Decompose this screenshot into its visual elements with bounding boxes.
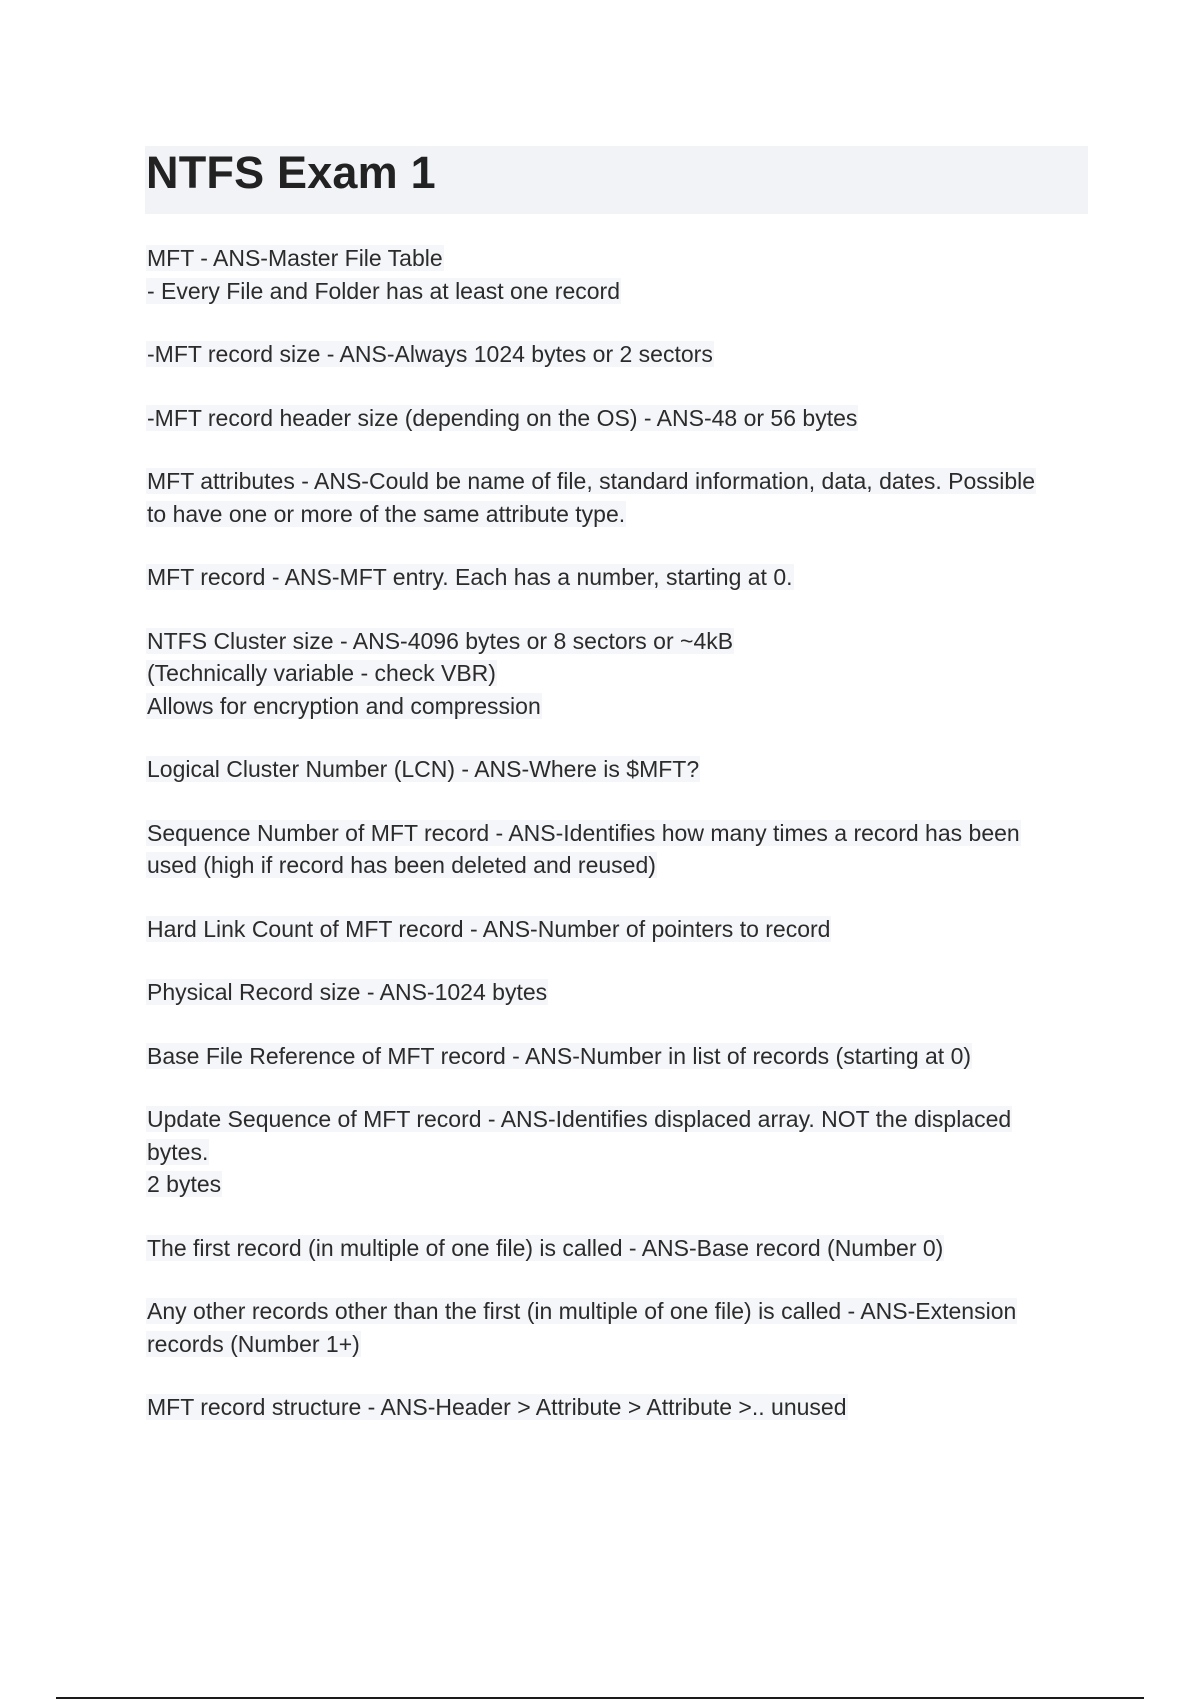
qa-entry	[146, 625, 1096, 723]
qa-line	[146, 338, 1096, 371]
qa-text: Sequence Number of MFT record - ANS-Identifies how many times a record has been	[147, 819, 1020, 846]
qa-text: Allows for encryption and compression	[147, 692, 541, 719]
qa-line	[146, 1328, 1096, 1361]
qa-text: MFT record structure - ANS-Header > Attribute > Attribute >.. unused	[147, 1394, 847, 1420]
qa-line	[146, 1136, 1096, 1169]
qa-line	[146, 1391, 1096, 1424]
qa-text: MFT attributes - ANS-Could be name of file, standard information, data, dates. Possible	[147, 468, 1036, 494]
qa-text: Update Sequence of MFT record - ANS-Identifies displaced array. NOT the displaced	[147, 1106, 1012, 1132]
qa-text: bytes.	[147, 1138, 209, 1165]
qa-text: Physical Record size - ANS-1024 bytes	[147, 979, 548, 1005]
qa-line	[146, 690, 1096, 723]
qa-entry	[146, 242, 1096, 307]
qa-text: The first record (in multiple of one file) is called - ANS-Base record (Number 0)	[147, 1234, 944, 1261]
qa-entry	[146, 561, 1096, 594]
qa-line	[146, 1295, 1096, 1328]
qa-line	[146, 976, 1096, 1009]
qa-entry	[146, 1295, 1096, 1360]
qa-line	[146, 625, 1096, 658]
qa-line	[146, 498, 1096, 531]
qa-text: -MFT record header size (depending on the OS) - ANS-48 or 56 bytes	[147, 404, 858, 431]
qa-text: used (high if record has been deleted and reused)	[147, 852, 656, 878]
qa-text: MFT record - ANS-MFT entry. Each has a number, starting at 0.	[147, 564, 793, 590]
qa-entry	[146, 338, 1096, 371]
qa-entry	[146, 913, 1096, 946]
qa-text: Hard Link Count of MFT record - ANS-Number of pointers to record	[147, 915, 831, 942]
qa-entry	[146, 1391, 1096, 1424]
qa-entry	[146, 1040, 1096, 1073]
qa-line	[146, 275, 1096, 308]
qa-entry	[146, 1232, 1096, 1265]
qa-line	[146, 242, 1096, 275]
question-answer-list	[146, 242, 1096, 1455]
qa-text: to have one or more of the same attribute type.	[147, 500, 626, 527]
qa-entry	[146, 976, 1096, 1009]
qa-line	[146, 1103, 1096, 1136]
qa-line	[146, 1168, 1096, 1201]
qa-entry	[146, 465, 1096, 530]
qa-text: Any other records other than the first (in multiple of one file) is called - ANS-Extension	[147, 1298, 1017, 1324]
qa-line	[146, 1232, 1096, 1265]
qa-text: Base File Reference of MFT record - ANS-Number in list of records (starting at 0)	[147, 1042, 972, 1069]
qa-text: - Every File and Folder has at least one record	[147, 277, 621, 304]
document-title: NTFS Exam 1	[146, 147, 436, 198]
qa-line	[146, 913, 1096, 946]
qa-entry	[146, 817, 1096, 882]
qa-line	[146, 817, 1096, 850]
qa-text: records (Number 1+)	[147, 1330, 360, 1357]
qa-line	[146, 657, 1096, 690]
qa-text: NTFS Cluster size - ANS-4096 bytes or 8 sectors or ~4kB	[147, 627, 734, 654]
qa-text: -MFT record size - ANS-Always 1024 bytes or 2 sectors	[147, 341, 713, 367]
qa-line	[146, 1040, 1096, 1073]
qa-entry	[146, 402, 1096, 435]
qa-text: Logical Cluster Number (LCN) - ANS-Where is $MFT?	[147, 756, 700, 782]
page-bottom-rule	[56, 1697, 1144, 1699]
qa-line	[146, 402, 1096, 435]
qa-line	[146, 561, 1096, 594]
qa-text: (Technically variable - check VBR)	[147, 660, 496, 686]
qa-text: MFT - ANS-Master File Table	[147, 245, 443, 271]
qa-entry	[146, 753, 1096, 786]
qa-entry	[146, 1103, 1096, 1201]
qa-text: 2 bytes	[147, 1171, 222, 1197]
qa-line	[146, 849, 1096, 882]
qa-line	[146, 753, 1096, 786]
qa-line	[146, 465, 1096, 498]
